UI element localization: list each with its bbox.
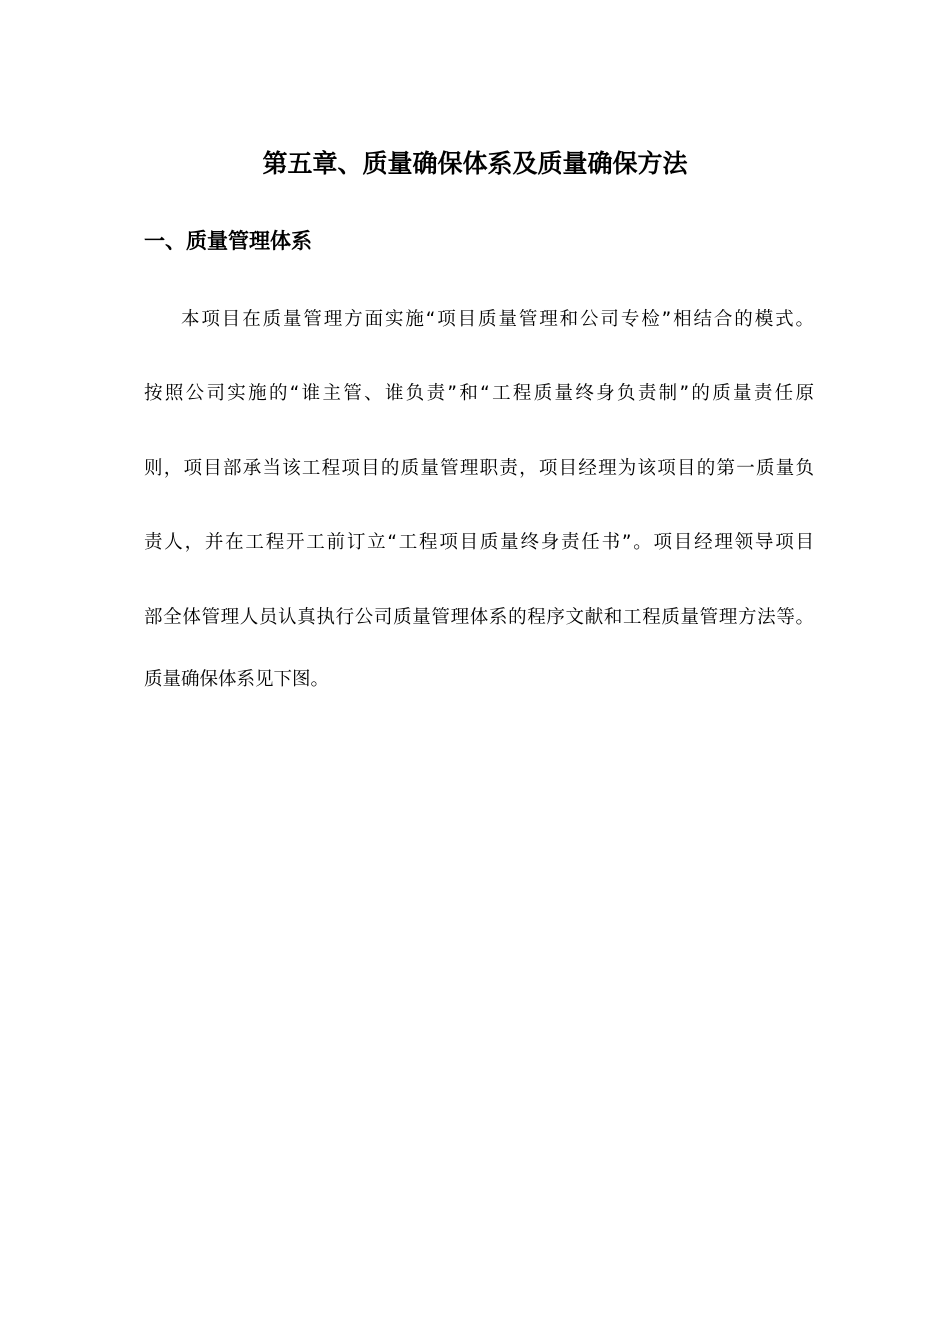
paragraph-line: 本项目在质量管理方面实施“项目质量管理和公司专检”相结合的模式。 (181, 309, 814, 330)
section-heading: 一、质量管理体系 (144, 229, 312, 253)
closing-line: 质量确保体系见下图。 (144, 669, 330, 690)
paragraph-line: 按照公司实施的“谁主管、谁负责”和“工程质量终身负责制”的质量责任原 (144, 383, 814, 404)
chapter-title: 第五章、质量确保体系及质量确保方法 (262, 149, 688, 178)
paragraph-line: 责人，并在工程开工前订立“工程项目质量终身责任书”。项目经理领导项目 (144, 532, 814, 553)
paragraph-line: 部全体管理人员认真执行公司质量管理体系的程序文献和工程质量管理方法等。 (144, 607, 814, 628)
paragraph-line: 则，项目部承当该工程项目的质量管理职责，项目经理为该项目的第一质量负 (144, 458, 814, 479)
